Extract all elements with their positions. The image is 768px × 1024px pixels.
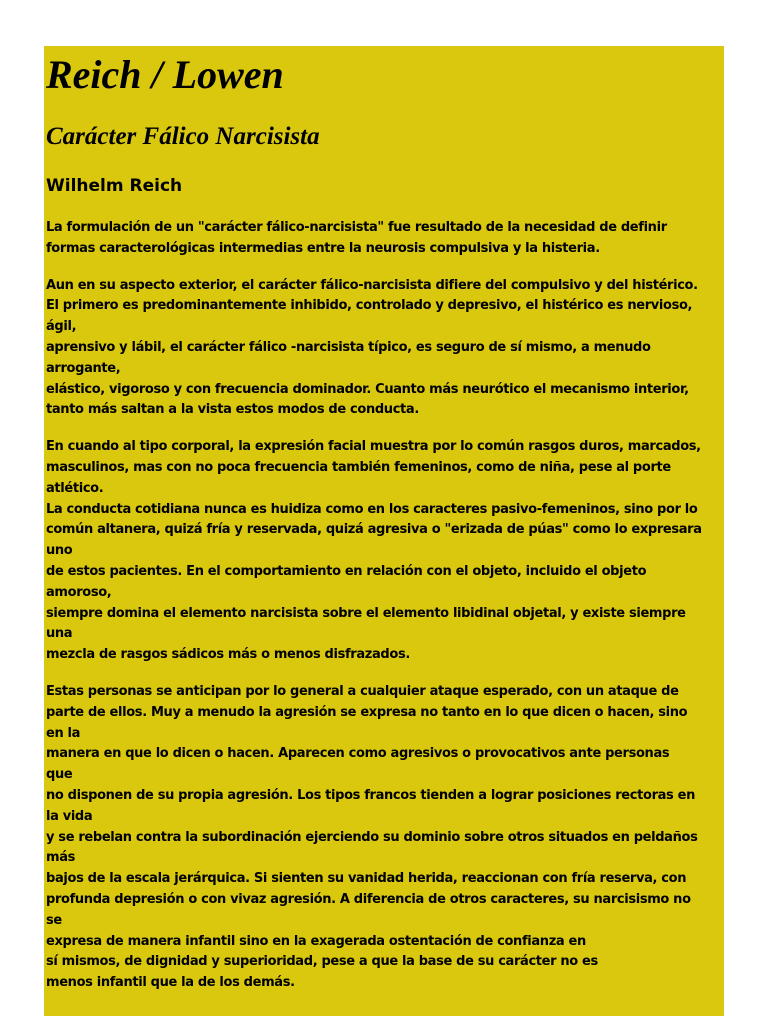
paragraph-line: atlético. <box>46 480 104 496</box>
paragraph-line: sí mismos, de dignidad y superioridad, pese a que la base de su carácter no es <box>46 954 598 970</box>
paragraph-line: amoroso, <box>46 584 112 600</box>
paragraph-line: menos infantil que la de los demás. <box>46 975 295 991</box>
paragraph-line: profunda depresión o con vivaz agresión. A diferencia de otros caracteres, su narcisismo no <box>46 891 691 907</box>
paragraph-line: de estos pacientes. En el comportamiento en relación con el objeto, incluido el objeto <box>46 563 647 579</box>
paragraph-line: que <box>46 767 73 783</box>
paragraph-line: mezcla de rasgos sádicos más o menos disfrazados. <box>46 647 410 663</box>
paragraph-line: El primero es predominantemente inhibido, controlado y depresivo, el histérico es nervioso, <box>46 298 693 314</box>
paragraph-line: masculinos, mas con no poca frecuencia también femeninos, como de niña, pese al porte <box>46 459 671 475</box>
paragraph-line: formas caracterológicas intermedias entre la neurosis compulsiva y la histeria. <box>46 240 600 256</box>
paragraph-line: En cuando al tipo corporal, la expresión facial muestra por lo común rasgos duros, marcados, <box>46 439 701 455</box>
paragraph-line: Aun en su aspecto exterior, el carácter fálico-narcisista difiere del compulsivo y del histérico. <box>46 277 698 293</box>
paragraph-line: común altanera, quizá fría y reservada, quizá agresiva o "erizada de púas" como lo expresara <box>46 522 702 538</box>
paragraph-line: manera en que lo dicen o hacen. Aparecen como agresivos o provocativos ante personas <box>46 746 670 762</box>
document-body <box>46 218 722 1010</box>
body-paragraph <box>46 682 722 994</box>
paragraph-line: elástico, vigoroso y con frecuencia dominador. Cuanto más neurótico el mecanismo interior, <box>46 381 689 397</box>
paragraph-line: más <box>46 850 76 866</box>
document-title: Reich / Lowen <box>46 52 284 97</box>
paragraph-line: no disponen de su propia agresión. Los tipos francos tienden a lograr posiciones rectoras en <box>46 787 695 803</box>
document-page <box>44 46 724 1016</box>
paragraph-line: se <box>46 912 62 928</box>
body-paragraph <box>46 437 722 666</box>
paragraph-line: siempre domina el elemento narcisista sobre el elemento libidinal objetal, y existe siempre <box>46 605 686 621</box>
paragraph-line: en la <box>46 725 81 741</box>
paragraph-line: expresa de manera infantil sino en la exagerada ostentación de confianza en <box>46 933 586 949</box>
body-paragraph <box>46 276 722 422</box>
paragraph-line: bajos de la escala jerárquica. Si sienten su vanidad herida, reaccionan con fría reserva, con <box>46 871 687 887</box>
paragraph-line: tanto más saltan a la vista estos modos de conducta. <box>46 402 419 418</box>
paragraph-line: La formulación de un "carácter fálico-narcisista" fue resultado de la necesidad de definir <box>46 220 667 235</box>
document-subtitle: Carácter Fálico Narcisista <box>46 123 320 150</box>
paragraph-line: una <box>46 626 73 642</box>
paragraph-line: y se rebelan contra la subordinación ejerciendo su dominio sobre otros situados en peldaños <box>46 829 698 845</box>
body-paragraph <box>46 218 722 260</box>
author-name: Wilhelm Reich <box>46 176 183 196</box>
paragraph-line: arrogante, <box>46 360 121 376</box>
paragraph-line: uno <box>46 543 73 559</box>
paragraph-line: Estas personas se anticipan por lo general a cualquier ataque esperado, con un ataque de <box>46 683 679 699</box>
paragraph-line: ágil, <box>46 319 77 335</box>
paragraph-line: la vida <box>46 808 93 824</box>
paragraph-line: parte de ellos. Muy a menudo la agresión se expresa no tanto en lo que dicen o hacen, sino <box>46 704 688 720</box>
paragraph-line: aprensivo y lábil, el carácter fálico -narcisista típico, es seguro de sí mismo, a menudo <box>46 339 651 355</box>
paragraph-line: La conducta cotidiana nunca es huidiza como en los caracteres pasivo-femeninos, sino por lo <box>46 501 698 517</box>
